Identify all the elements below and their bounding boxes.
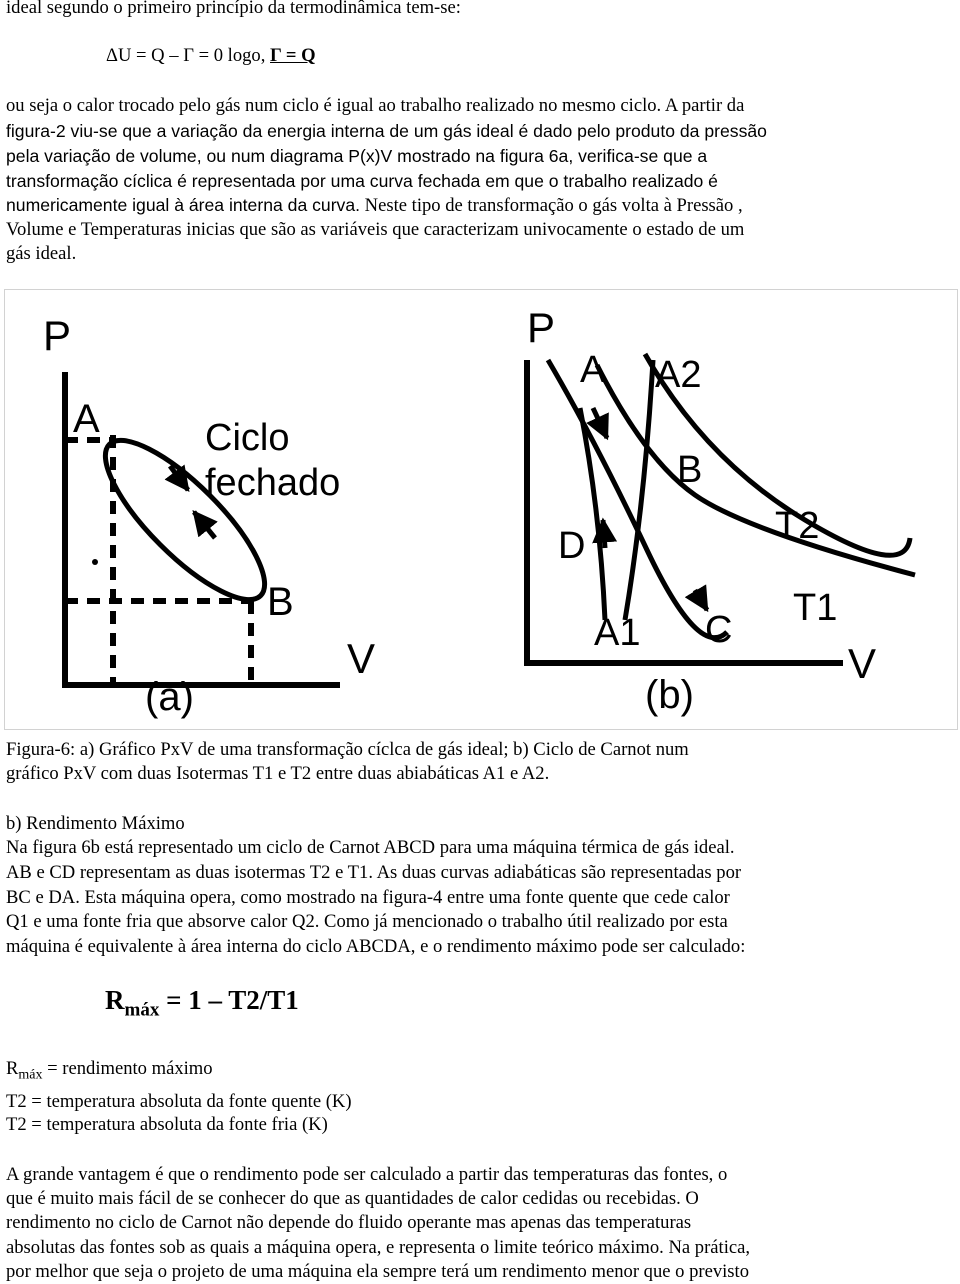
point-b-label: B <box>267 580 294 624</box>
p-axis-label: P <box>527 304 556 351</box>
dot <box>92 559 98 565</box>
formula-rhs: = 1 – T2/T1 <box>159 985 299 1015</box>
text-span: Neste tipo de transformação o gás volta à Pressão , <box>360 195 743 216</box>
cycle-arrow <box>695 590 707 610</box>
figure-6-svg <box>5 290 959 731</box>
text-line <box>6 193 743 218</box>
efficiency-formula <box>105 985 299 1021</box>
figure-a <box>43 312 375 719</box>
equation-main: ΔU = Q – Γ = 0 logo, <box>106 45 271 66</box>
v-axis-label: V <box>347 635 376 682</box>
def-subscript: máx <box>18 1067 43 1083</box>
a1-label: A1 <box>594 612 641 654</box>
equation <box>106 44 316 68</box>
figure-a-caption: (a) <box>145 675 194 719</box>
def-text: = rendimento máximo <box>42 1058 213 1079</box>
formula-subscript: máx <box>124 999 160 1021</box>
text-line: figura-2 viu-se que a variação da energia interna de um gás ideal é dado pelo produto da pressão <box>6 121 767 141</box>
point-a-label: A <box>73 397 100 441</box>
point-a-label: A <box>580 349 606 391</box>
text-line: gás ideal. <box>6 243 77 264</box>
text-line: máquina é equivalente à área interna do ciclo ABCDA, e o rendimento máximo pode ser calculado: <box>6 936 746 957</box>
text-line: Volume e Temperaturas inicias que são as variáveis que caracterizam univocamente o estado de um <box>6 219 745 240</box>
definition-rmax <box>6 1058 213 1084</box>
t2-label: T2 <box>775 505 820 547</box>
text-line: por melhor que seja o projeto de uma máquina ela sempre terá um rendimento menor que o previsto <box>6 1261 749 1282</box>
definition-line: T2 = temperatura absoluta da fonte quente (K) <box>6 1091 352 1112</box>
text-line: Na figura 6b está representado um ciclo de Carnot ABCD para uma máquina térmica de gás ideal. <box>6 837 735 858</box>
cycle-label-line1: Ciclo <box>205 417 290 459</box>
formula-r: R <box>105 985 125 1015</box>
text-line: que é muito mais fácil de se conhecer do que as quantidades de calor cedidas ou recebidas. O <box>6 1188 699 1209</box>
figure-caption-line: gráfico PxV com duas Isotermas T1 e T2 entre duas abiabáticas A1 e A2. <box>6 763 550 784</box>
def-r: R <box>6 1058 19 1079</box>
text-line: pela variação de volume, ou num diagrama P(x)V mostrado na figura 6a, verifica-se que a <box>6 146 708 166</box>
figure-6 <box>4 289 958 730</box>
point-c-label: C <box>705 609 733 651</box>
cycle-arrow <box>603 520 605 548</box>
v-axis-label: V <box>848 640 877 687</box>
text-line: transformação cíclica é representada por uma curva fechada em que o trabalho realizado é <box>6 171 718 191</box>
figure-b-caption: (b) <box>645 673 694 717</box>
text-line: absolutas das fontes sob as quais a máquina opera, e representa o limite teórico máximo. Na prática, <box>6 1237 751 1258</box>
adiabatic-a2-curve <box>625 360 653 620</box>
point-d-label: D <box>558 525 586 567</box>
text-line: ideal segundo o primeiro princípio da termodinâmica tem-se: <box>6 0 461 18</box>
text-line: AB e CD representam as duas isotermas T2 e T1. As duas curvas adiabáticas são representadas por <box>6 862 742 883</box>
text-span: numericamente igual à área interna da curva. <box>6 195 361 215</box>
cycle-arrow <box>593 408 607 438</box>
point-b-label: B <box>677 449 703 491</box>
text-line: Q1 e uma fonte fria que absorve calor Q2. Como já mencionado o trabalho útil realizado por esta <box>6 911 728 932</box>
section-title: b) Rendimento Máximo <box>6 813 185 834</box>
figure-caption-line: Figura-6: a) Gráfico PxV de uma transformação cíclca de gás ideal; b) Ciclo de Carnot num <box>6 739 689 760</box>
figure-b <box>524 304 915 717</box>
definition-line: T2 = temperatura absoluta da fonte fria (K) <box>6 1114 328 1135</box>
cycle-label-line2: fechado <box>205 462 341 504</box>
text-line: BC e DA. Esta máquina opera, como mostrado na figura-4 entre uma fonte quente que cede calor <box>6 887 730 908</box>
equation-result: Γ = Q <box>270 45 316 66</box>
text-line: A grande vantagem é que o rendimento pode ser calculado a partir das temperaturas das fontes, o <box>6 1164 728 1185</box>
a2-label: A2 <box>655 354 702 396</box>
t1-label: T1 <box>793 587 838 629</box>
p-axis-label: P <box>43 312 72 359</box>
text-line: ou seja o calor trocado pelo gás num ciclo é igual ao trabalho realizado no mesmo ciclo. A partir da <box>6 95 745 116</box>
cycle-arrow <box>194 512 215 538</box>
text-line: rendimento no ciclo de Carnot não depende do fluido operante mas apenas das temperaturas <box>6 1212 692 1233</box>
